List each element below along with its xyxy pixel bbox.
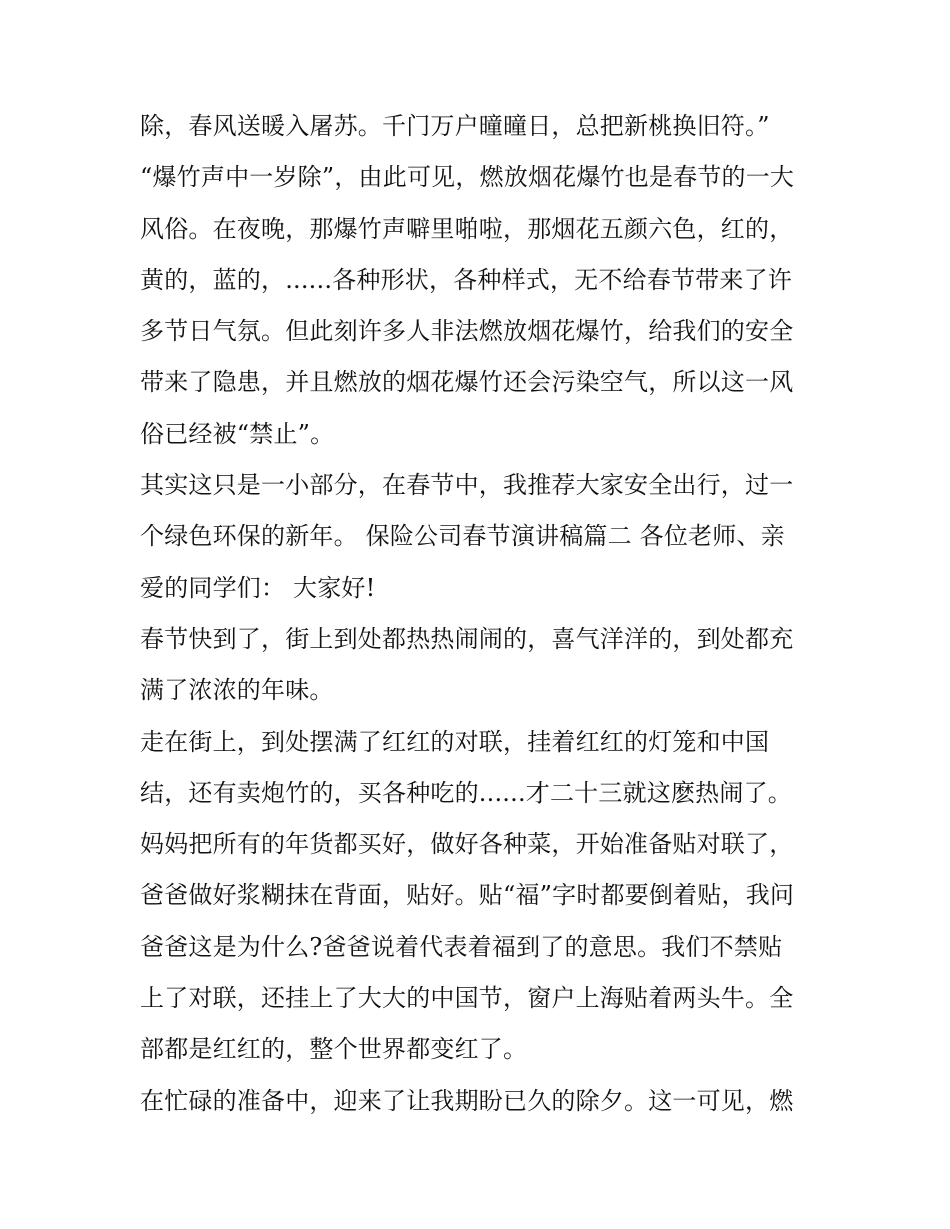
text-line: 其实这只是一小部分，在春节中，我推荐大家安全出行，过一 xyxy=(140,471,794,500)
text-line: 风俗。在夜晚，那爆竹声噼里啪啦，那烟花五颜六色，红的， xyxy=(140,214,794,243)
text-line: 俗已经被“禁止”。 xyxy=(140,419,335,448)
text-line: 爸爸这是为什么?爸爸说着代表着福到了的意思。我们不禁贴 xyxy=(140,932,783,961)
text-line: 爱的同学们： 大家好! xyxy=(140,573,376,602)
text-line: 走在街上，到处摆满了红红的对联，挂着红红的灯笼和中国 xyxy=(140,727,770,756)
text-line: “爆竹声中一岁除”，由此可见，燃放烟花爆竹也是春节的一大 xyxy=(140,163,795,192)
text-line: 带来了隐患，并且燃放的烟花爆竹还会污染空气，所以这一风 xyxy=(140,368,794,397)
text-line: 部都是红红的，整个世界都变红了。 xyxy=(140,1035,528,1064)
text-line: 春节快到了，街上到处都热热闹闹的，喜气洋洋的，到处都充 xyxy=(140,624,794,653)
text-line: 多节日气氛。但此刻许多人非法燃放烟花爆竹，给我们的安全 xyxy=(140,317,794,346)
text-line: 除，春风送暖入屠苏。千门万户曈曈日，总把新桃换旧符。” xyxy=(140,112,770,140)
text-line: 黄的，蓝的，......各种形状，各种样式，无不给春节带来了许 xyxy=(140,265,792,294)
text-line: 结，还有卖炮竹的，买各种吃的......才二十三就这麽热闹了。 xyxy=(140,778,792,807)
text-line: 妈妈把所有的年货都买好，做好各种菜，开始准备贴对联了， xyxy=(140,830,794,859)
text-line: 爸爸做好浆糊抹在背面，贴好。贴“福”字时都要倒着贴，我问 xyxy=(140,881,795,910)
text-line: 个绿色环保的新年。 保险公司春节演讲稿篇二 各位老师、亲 xyxy=(140,522,785,551)
text-line: 在忙碌的准备中，迎来了让我期盼已久的除夕。这一可见，燃 xyxy=(140,1086,794,1115)
text-line: 满了浓浓的年味。 xyxy=(140,676,334,705)
text-line: 上了对联，还挂上了大大的中国节，窗户上海贴着两头牛。全 xyxy=(140,984,794,1013)
body-text xyxy=(140,101,830,1127)
